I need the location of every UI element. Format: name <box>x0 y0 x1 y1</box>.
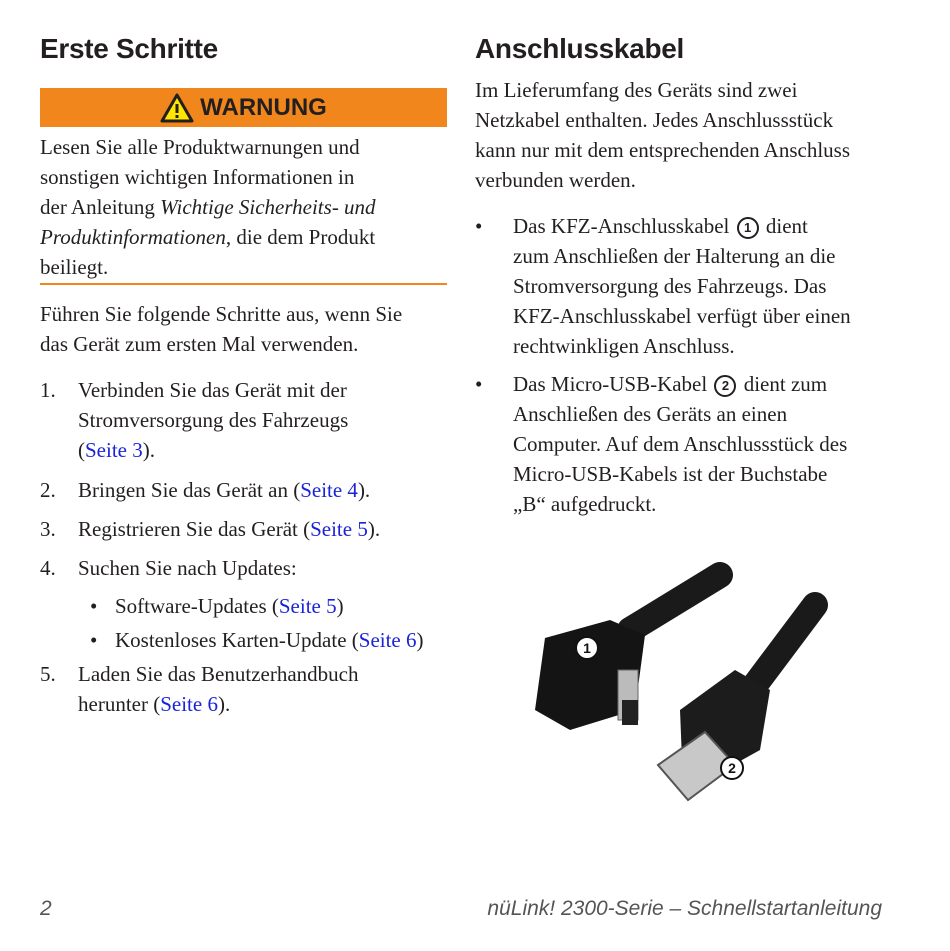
warning-text: Lesen Sie alle Produktwarnungen und sonstigen wichtigen Informationen in der Anleitung Wichtige Sicherheits- und Produktinformationen, die dem Produkt beiliegt. <box>40 135 376 279</box>
page-link[interactable]: Seite 6 <box>160 692 218 716</box>
warning-label: WARNUNG <box>200 93 327 121</box>
svg-text:1: 1 <box>583 640 591 656</box>
warning-divider <box>40 283 447 285</box>
page-link[interactable]: Seite 3 <box>85 438 143 462</box>
bullet-car-cable: • Das KFZ-Anschlusskabel 1 dient zum Anschließen der Halterung an die Stromversorgung des Fahrzeugs. Das KFZ-Anschlusskabel verfügt über einen rechtwinkligen Anschluss. <box>475 214 851 358</box>
document-title: nüLink! 2300-Serie – Schnellstartanleitung <box>487 897 882 920</box>
svg-text:2: 2 <box>728 760 736 776</box>
page-number: 2 <box>40 897 52 920</box>
page-link[interactable]: Seite 6 <box>358 628 417 652</box>
bullet-usb-cable: • Das Micro-USB-Kabel 2 dient zum Anschließen des Geräts an einen Computer. Auf dem Anschlussstück des Micro-USB-Kabels ist der Buchstabe „B“ aufgedruckt. <box>475 372 848 516</box>
warning-banner <box>40 88 447 127</box>
sub-list-item: • Kostenloses Karten-Update (Seite 6) <box>90 628 424 652</box>
right-heading: Anschlusskabel <box>475 33 684 64</box>
callout-1-icon: 1 <box>737 217 759 239</box>
cable-illustration <box>510 560 850 810</box>
sub-list-item: • Software-Updates (Seite 5) <box>90 594 344 618</box>
warning-triangle-icon <box>160 93 194 123</box>
page-link[interactable]: Seite 4 <box>300 478 358 502</box>
left-heading: Erste Schritte <box>40 33 218 64</box>
steps-list: 1. Verbinden Sie das Gerät mit der Stromversorgung des Fahrzeugs (Seite 3). 2. Bringen Sie das Gerät an (Seite 4). 3. Registrieren Sie das Gerät (Seite 5). 4. Suchen Sie nach Updates: • Software-Updates (Seite 5) • Kostenloses Karten-Update (Seite 6) 5. Laden Sie das Benutzerhandbuch herunter (Seite 6). <box>40 378 424 716</box>
callout-2-icon: 2 <box>714 375 736 397</box>
cable-intro: Im Lieferumfang des Geräts sind zwei Netzkabel enthalten. Jedes Anschlussstück kann nur mit dem entsprechenden Anschluss verbunden werden. <box>475 78 851 192</box>
page-link[interactable]: Seite 5 <box>278 594 337 618</box>
page-link[interactable]: Seite 5 <box>310 517 368 541</box>
intro-paragraph: Führen Sie folgende Schritte aus, wenn Sie das Gerät zum ersten Mal verwenden. <box>40 302 403 356</box>
